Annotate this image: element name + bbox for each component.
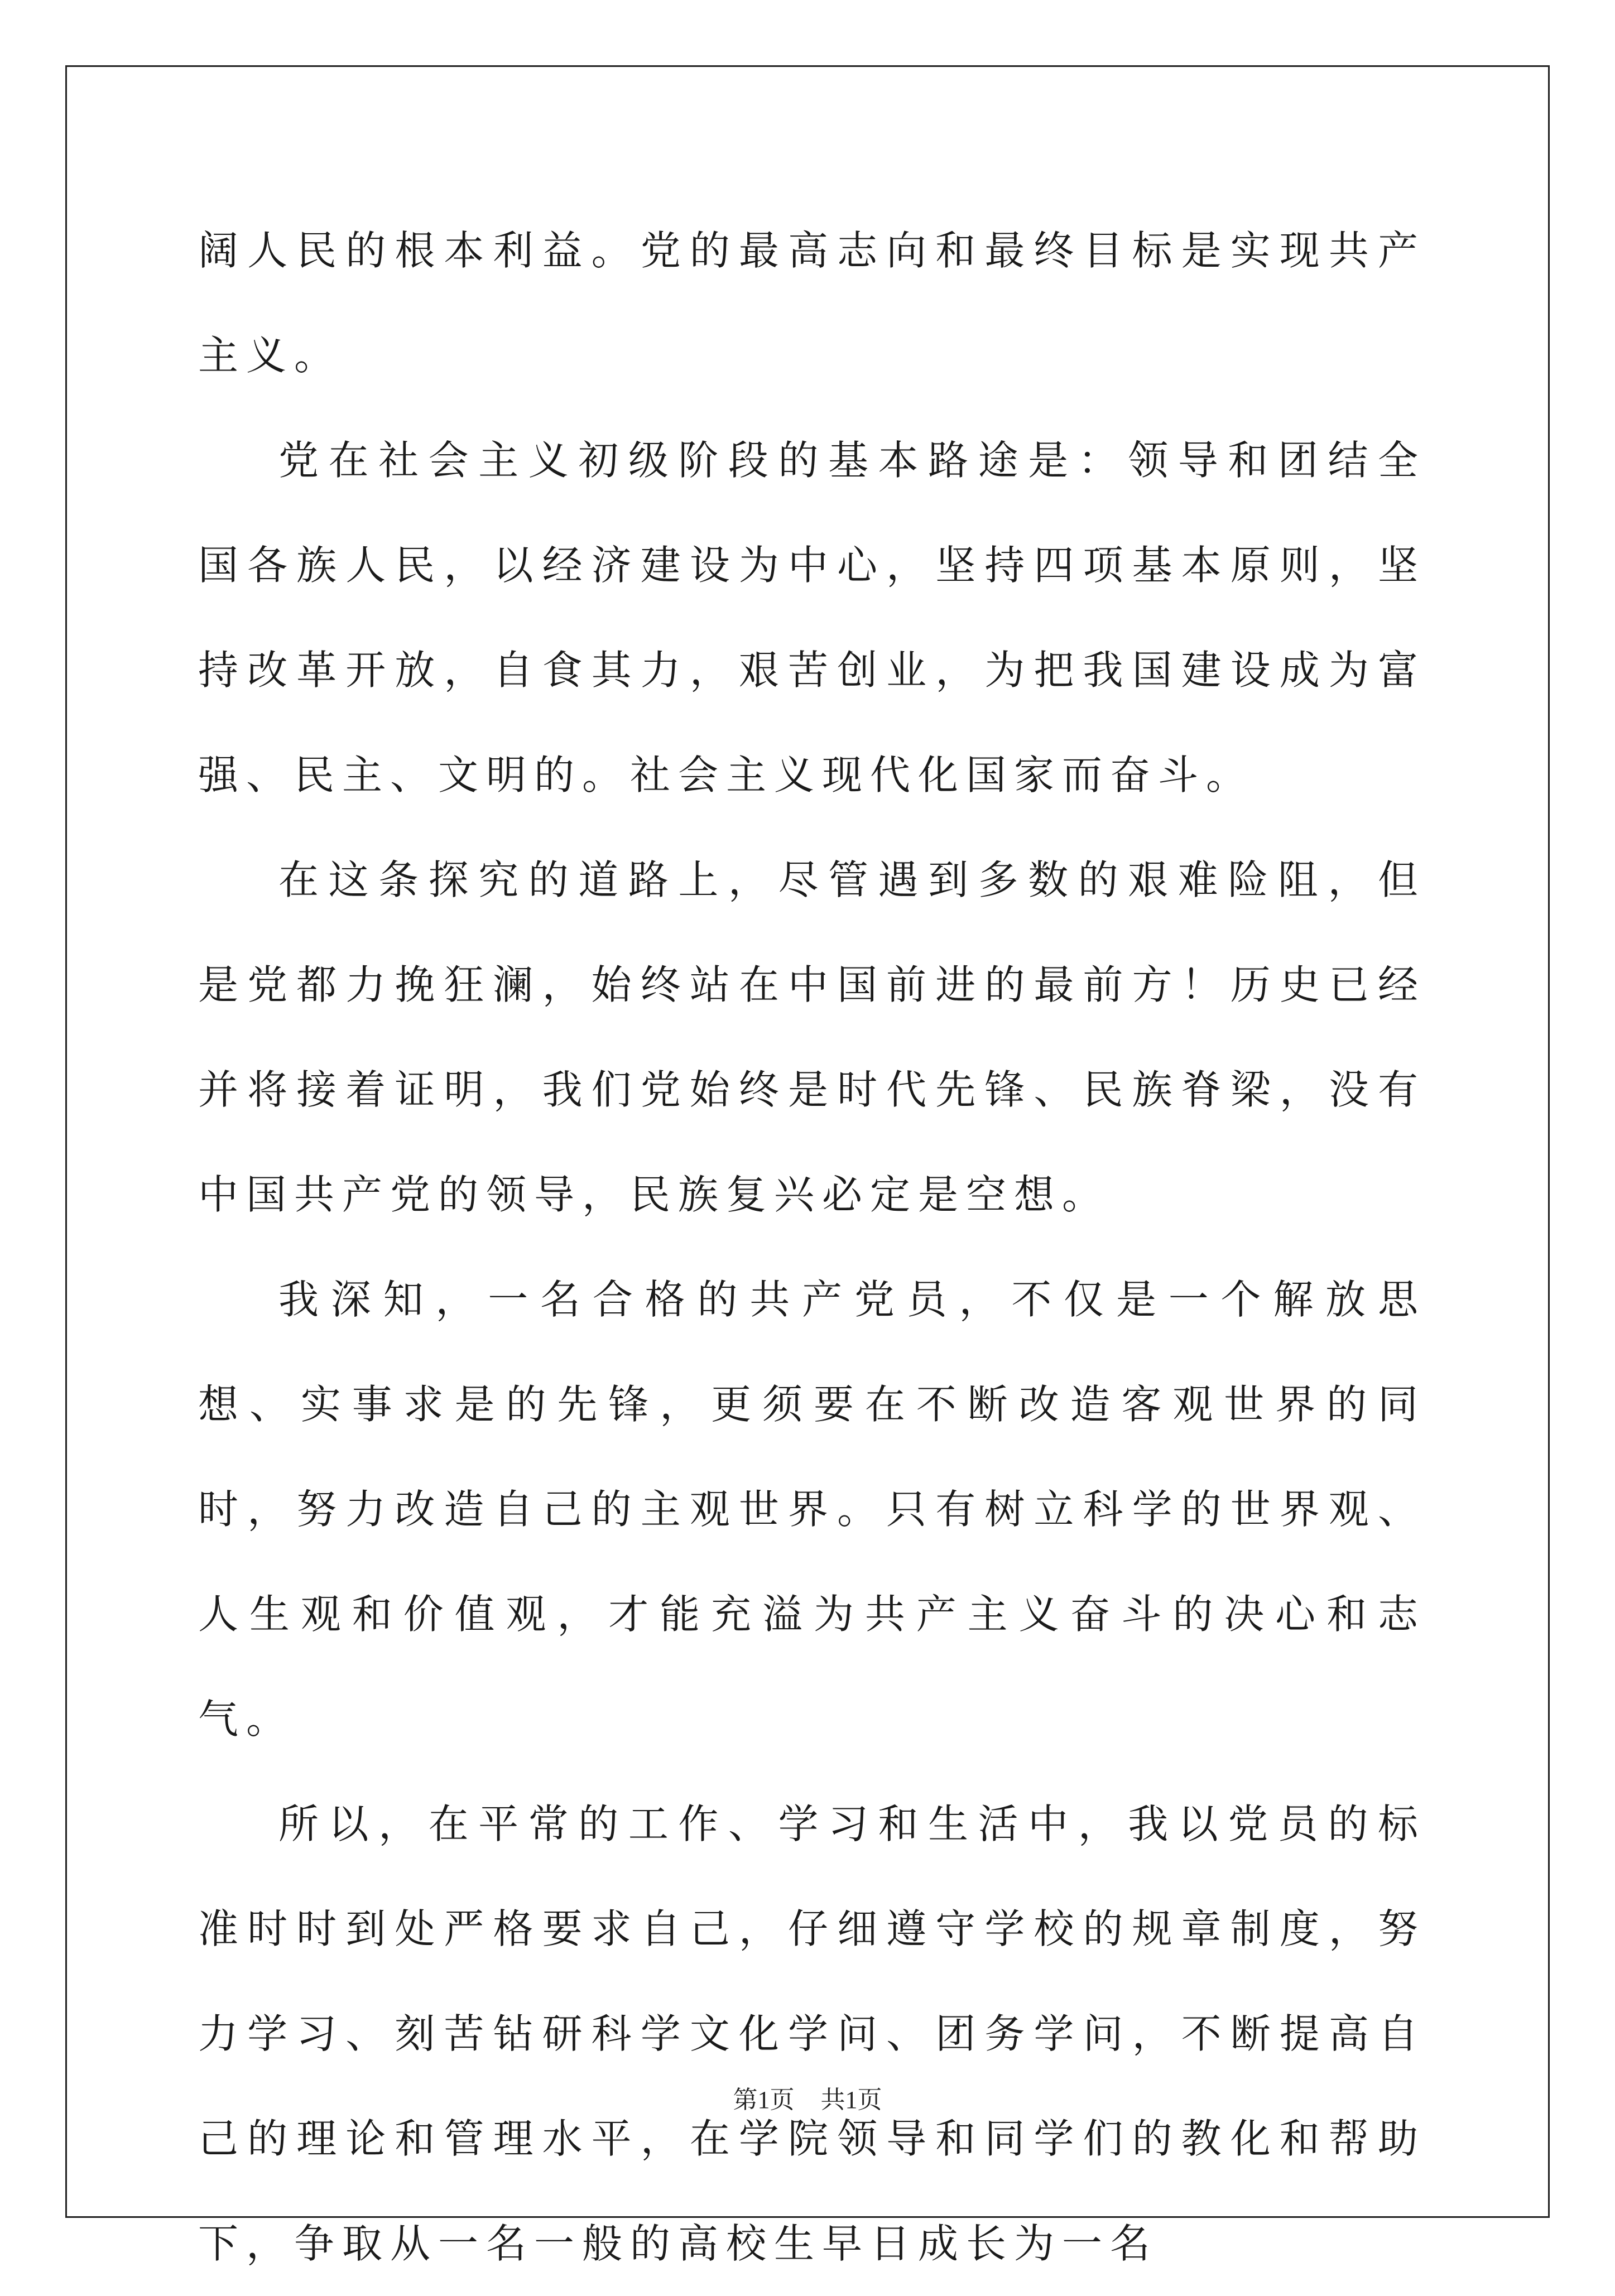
- paragraph-5: 所以，在平常的工作、学习和生活中，我以党员的标准时时到处严格要求自己，仔细遵守学校的规章制度，努力学习、刻苦钻研科学文化学问、团务学问，不断提高自己的理论和管理水平，在学院领导和同学们的教化和帮助下，争取从一名一般的高校生早日成长为一名: [198, 1801, 1426, 2267]
- page-footer: [0, 2080, 1615, 2115]
- page-number: 第1页: [733, 2086, 795, 2114]
- paragraph-2: 党在社会主义初级阶段的基本路途是：领导和团结全国各族人民，以经济建设为中心，坚持四项基本原则，坚持改革开放，自食其力，艰苦创业，为把我国建设成为富强、民主、文明的。社会主义现代化国家而奋斗。: [198, 437, 1426, 798]
- total-pages: 共1页: [820, 2086, 882, 2114]
- paragraph-4: 我深知，一名合格的共产党员，不仅是一个解放思想、实事求是的先锋，更须要在不断改造客观世界的同时，努力改造自己的主观世界。只有树立科学的世界观、人生观和价值观，才能充溢为共产主义奋斗的决心和志气。: [198, 1276, 1426, 1743]
- document-body: [198, 198, 1426, 2296]
- paragraph-1: 阔人民的根本利益。党的最高志向和最终目标是实现共产主义。: [198, 227, 1426, 379]
- paragraph-3: 在这条探究的道路上，尽管遇到多数的艰难险阻，但是党都力挽狂澜，始终站在中国前进的最前方！历史已经并将接着证明，我们党始终是时代先锋、民族脊梁，没有中国共产党的领导，民族复兴必定是空想。: [198, 856, 1426, 1218]
